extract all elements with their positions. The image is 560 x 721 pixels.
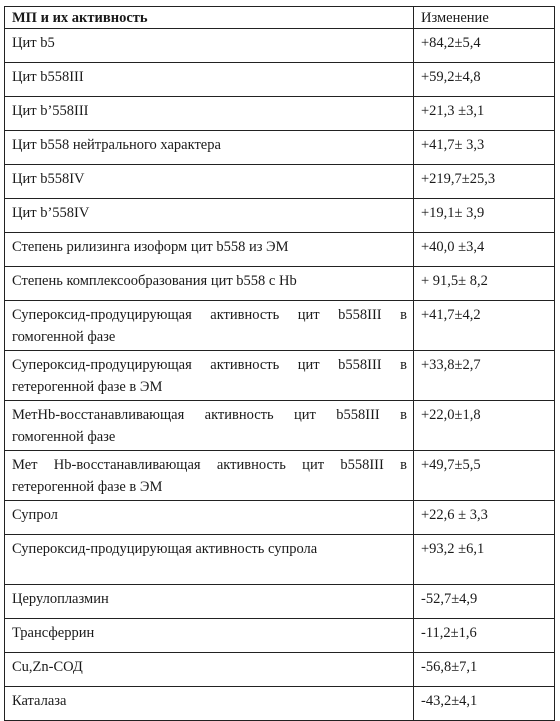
param-cell: Трансферрин	[5, 619, 414, 653]
table-row	[5, 451, 555, 501]
param-cell: Степень рилизинга изоформ цит b558 из ЭМ	[5, 233, 414, 267]
change-cell: -43,2±4,1	[414, 687, 555, 721]
change-cell: +84,2±5,4	[414, 29, 555, 63]
table-row	[5, 585, 555, 619]
table-row	[5, 267, 555, 301]
param-cell: Церулоплазмин	[5, 585, 414, 619]
change-cell: + 91,5± 8,2	[414, 267, 555, 301]
change-cell: +33,8±2,7	[414, 351, 555, 401]
change-cell: -11,2±1,6	[414, 619, 555, 653]
param-cell: Цит b558 нейтрального характера	[5, 131, 414, 165]
results-table	[4, 6, 555, 721]
param-cell: Супероксид-продуцирующая активность цит b558III в гомогенной фазе	[5, 301, 414, 351]
param-cell: Мет Hb-восстанавливающая активность цит b558III в гетерогенной фазе в ЭМ	[5, 451, 414, 501]
change-cell: +19,1± 3,9	[414, 199, 555, 233]
table-row	[5, 535, 555, 585]
param-cell: Супероксид-продуцирующая активность цит b558III в гетерогенной фазе в ЭМ	[5, 351, 414, 401]
change-cell: +59,2±4,8	[414, 63, 555, 97]
param-cell: Цит b558IV	[5, 165, 414, 199]
change-cell: +22,6 ± 3,3	[414, 501, 555, 535]
table-row	[5, 131, 555, 165]
header-param: МП и их активность	[5, 7, 414, 29]
param-cell: Цит b5	[5, 29, 414, 63]
change-cell: -52,7±4,9	[414, 585, 555, 619]
table-row	[5, 63, 555, 97]
param-cell: Цит b558III	[5, 63, 414, 97]
table-row	[5, 687, 555, 721]
change-cell: +40,0 ±3,4	[414, 233, 555, 267]
change-cell: +219,7±25,3	[414, 165, 555, 199]
header-change: Изменение	[414, 7, 555, 29]
param-cell: Каталаза	[5, 687, 414, 721]
change-cell: +21,3 ±3,1	[414, 97, 555, 131]
param-cell: Цит b’558III	[5, 97, 414, 131]
param-cell: Cu,Zn-СОД	[5, 653, 414, 687]
param-cell: Супрол	[5, 501, 414, 535]
table-row	[5, 199, 555, 233]
change-cell: +41,7± 3,3	[414, 131, 555, 165]
table-header-row	[5, 7, 555, 29]
table-row	[5, 401, 555, 451]
table-row	[5, 29, 555, 63]
param-cell: Супероксид-продуцирующая активность супрола	[5, 535, 414, 585]
param-cell: Степень комплексообразования цит b558 с Hb	[5, 267, 414, 301]
param-cell: МетHb-восстанавливающая активность цит b558III в гомогенной фазе	[5, 401, 414, 451]
change-cell: +49,7±5,5	[414, 451, 555, 501]
table-row	[5, 653, 555, 687]
table-row	[5, 301, 555, 351]
table-row	[5, 501, 555, 535]
change-cell: -56,8±7,1	[414, 653, 555, 687]
change-cell: +93,2 ±6,1	[414, 535, 555, 585]
change-cell: +41,7±4,2	[414, 301, 555, 351]
table-row	[5, 619, 555, 653]
table-row	[5, 351, 555, 401]
table-row	[5, 165, 555, 199]
table-row	[5, 233, 555, 267]
change-cell: +22,0±1,8	[414, 401, 555, 451]
table-row	[5, 97, 555, 131]
param-cell: Цит b’558IV	[5, 199, 414, 233]
